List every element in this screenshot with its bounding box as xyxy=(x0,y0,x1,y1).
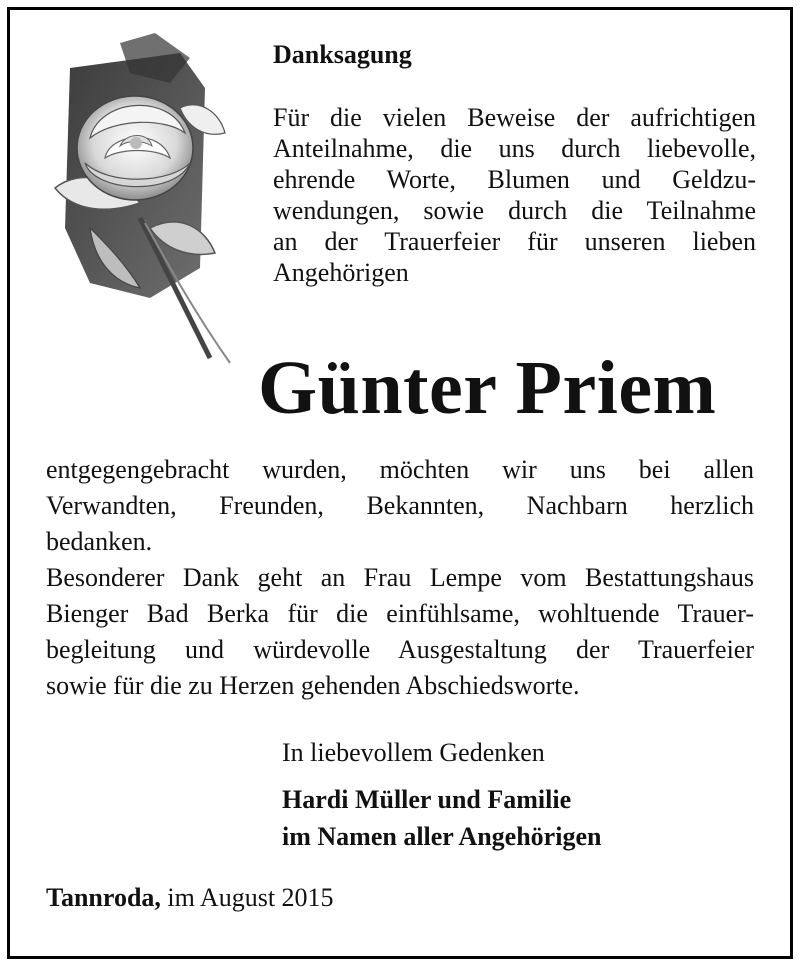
body-line: bedanken. xyxy=(46,527,153,556)
body-line: Verwandten, Freunden, Bekannten, Nachbarn herzlich xyxy=(46,491,754,520)
heading-danksagung: Danksagung xyxy=(273,40,412,69)
deceased-name: Günter Priem xyxy=(258,346,717,430)
date-text: im August 2015 xyxy=(167,883,334,912)
intro-line: ehrende Worte, Blumen und Geldzu- xyxy=(273,165,756,194)
closing-phrase: In liebevollem Gedenken xyxy=(282,738,545,767)
rose-illustration xyxy=(30,28,240,373)
signature-relatives: im Namen aller Angehörigen xyxy=(282,822,602,851)
intro-line: an der Trauerfeier für unseren lieben xyxy=(273,227,756,256)
signature-family: Hardi Müller und Familie xyxy=(282,785,572,814)
body-line: begleitung und würdevolle Ausgestaltung der Trauerfeier xyxy=(46,635,754,664)
body-line: Besonderer Dank geht an Frau Lempe vom Bestattungshaus xyxy=(46,563,754,592)
body-line: sowie für die zu Herzen gehenden Abschiedsworte. xyxy=(46,671,580,700)
intro-line: Anteilnahme, die uns durch liebevolle, xyxy=(273,134,756,163)
intro-text xyxy=(273,102,756,288)
intro-line: Angehörigen xyxy=(273,258,409,287)
body-text xyxy=(46,452,754,704)
intro-line: wendungen, sowie durch die Teilnahme xyxy=(273,196,756,225)
place-name: Tannroda, xyxy=(46,883,161,912)
place-date xyxy=(46,883,334,913)
body-line: entgegengebracht wurden, möchten wir uns bei allen xyxy=(46,455,754,484)
body-line: Bienger Bad Berka für die einfühlsame, wohltuende Trauer- xyxy=(46,599,754,628)
intro-line: Für die vielen Beweise der aufrichtigen xyxy=(273,103,756,132)
